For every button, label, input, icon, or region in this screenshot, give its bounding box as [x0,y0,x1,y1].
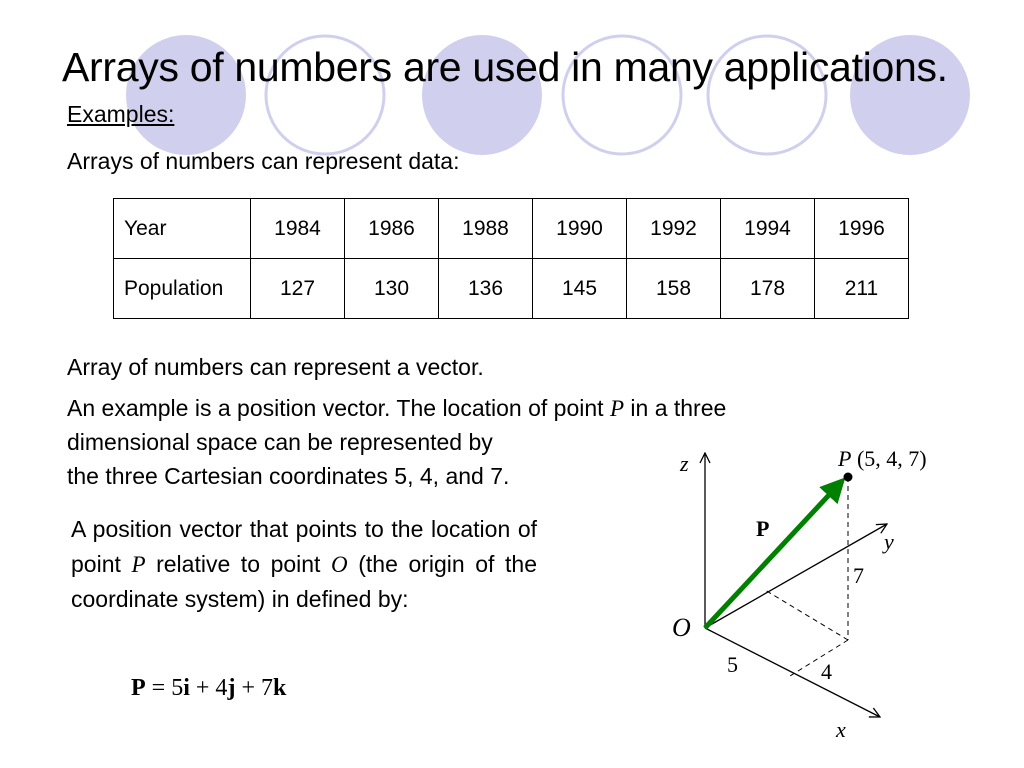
table-cell: 1988 [439,199,533,259]
point-p-symbol: P [131,552,146,577]
formula-unit-i: i [183,675,190,701]
table-cell: 136 [439,259,533,319]
para-text: relative to point [145,551,332,577]
table-cell: 1990 [533,199,627,259]
table-cell: 1986 [345,199,439,259]
table-cell: 178 [721,259,815,319]
projection-line [765,590,848,640]
table-cell: 130 [345,259,439,319]
formula-part: = 5 [145,675,184,701]
formula-part: + 7 [235,675,273,701]
label-4: 4 [821,659,832,684]
para-text: (the origin of the coordinate system) in defined by: [71,551,538,612]
data-intro-text: Arrays of numbers can represent data: [67,148,460,174]
table-cell: 1992 [627,199,721,259]
slide-title: Arrays of numbers are used in many applications. [62,44,948,90]
label-5: 5 [727,652,738,677]
point-p-dot [844,473,853,482]
point-p-coords: (5, 4, 7) [851,446,927,471]
formula-unit-j: j [227,675,236,701]
x-axis-label: x [836,717,846,742]
table-cell: 1984 [251,199,345,259]
table-cell: 127 [251,259,345,319]
projection-line [790,640,848,676]
point-p-symbol: P [609,396,625,421]
table-cell: 211 [815,259,909,319]
origin-label: O [672,613,691,642]
table-cell: 158 [627,259,721,319]
z-axis-label: z [680,451,689,476]
vector-label: P [756,516,770,541]
formula-vector-p: P [131,675,146,701]
table-cell: 145 [533,259,627,319]
row-header: Year [114,199,251,259]
example-text: An example is a position vector. The location of point [67,395,610,421]
point-p-label [837,446,927,471]
label-7: 7 [853,563,864,588]
example-line-2: dimensional space can be represented by [67,429,493,455]
vector-intro-text: Array of numbers can represent a vector. [67,354,484,380]
formula-unit-k: k [272,675,287,701]
formula-part: + 4 [189,675,228,701]
example-text: in a three [624,395,727,421]
examples-label: Examples: [67,101,175,127]
example-line-3: the three Cartesian coordinates 5, 4, and 7. [67,463,510,489]
point-p-name: P [838,446,852,471]
y-axis-label: y [884,529,894,554]
row-header: Population [114,259,251,319]
table-cell: 1994 [721,199,815,259]
position-vector-arrow [705,481,842,628]
para-text: A position vector that points to the location of point [71,516,537,577]
origin-symbol: O [331,552,348,577]
table-cell: 1996 [815,199,909,259]
